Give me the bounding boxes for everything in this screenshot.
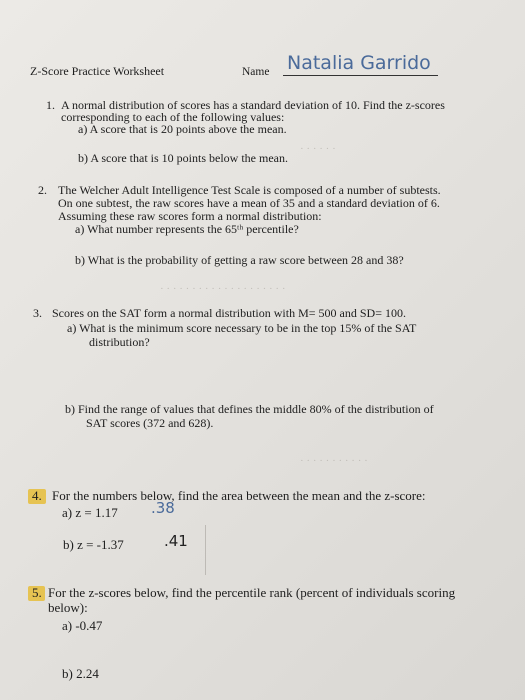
q4-number: 4. (32, 488, 42, 503)
q5-part-a: a) -0.47 (62, 618, 103, 633)
q4-text-line1: For the numbers below, find the area between the mean and the z-score: (52, 488, 426, 503)
bleed-through-text: · · · · · · · · · · · (300, 455, 368, 467)
q3-part-a-line2: distribution? (89, 335, 150, 349)
q3-number: 3. (33, 306, 42, 320)
q4-part-a-answer: .38 (151, 499, 175, 517)
q2-text-line1: The Welcher Adult Intelligence Test Scale is composed of a number of subtests. (58, 183, 441, 197)
q3-text-line1: Scores on the SAT form a normal distribution with M= 500 and SD= 100. (52, 306, 406, 320)
q2-number: 2. (38, 183, 47, 197)
q1-text-line2: corresponding to each of the following values: (61, 110, 285, 124)
q3-part-b-line1: b) Find the range of values that defines the middle 80% of the distribution of (65, 402, 434, 416)
q2-part-a: a) What number represents the 65ᵗʰ percentile? (75, 222, 299, 236)
worksheet-title: Z-Score Practice Worksheet (30, 64, 165, 78)
q1-part-a: a) A score that is 20 points above the mean. (78, 122, 287, 136)
q3-part-b-line2: SAT scores (372 and 628). (86, 416, 214, 430)
bleed-through-text: · · · · · · (300, 143, 336, 155)
q1-part-b: b) A score that is 10 points below the mean. (78, 151, 288, 165)
q2-text-line3: Assuming these raw scores form a normal distribution: (58, 209, 322, 223)
q1-number: 1. (46, 98, 55, 112)
q1-text-line1: A normal distribution of scores has a standard deviation of 10. Find the z-scores (61, 98, 445, 112)
q5-number: 5. (32, 585, 42, 600)
q2-text-line2: On one subtest, the raw scores have a mean of 35 and a standard deviation of 6. (58, 196, 440, 210)
q5-part-b: b) 2.24 (62, 666, 99, 681)
q2-part-b: b) What is the probability of getting a raw score between 28 and 38? (75, 253, 404, 267)
q4-part-b: b) z = -1.37 (63, 537, 124, 552)
q3-part-a-line1: a) What is the minimum score necessary to be in the top 15% of the SAT (67, 321, 417, 335)
name-label: Name (242, 66, 270, 78)
student-name: Natalia Garrido (287, 52, 431, 74)
pencil-mark (205, 525, 206, 575)
q5-text-line1: For the z-scores below, find the percentile rank (percent of individuals scoring (48, 585, 456, 600)
q4-part-b-answer: .41 (164, 532, 188, 550)
q5-text-line2: below): (48, 600, 88, 615)
name-underline (283, 75, 438, 76)
q4-part-a: a) z = 1.17 (62, 505, 118, 520)
bleed-through-text: · · · · · · · · · · · · · · · · · · · · (160, 283, 286, 295)
